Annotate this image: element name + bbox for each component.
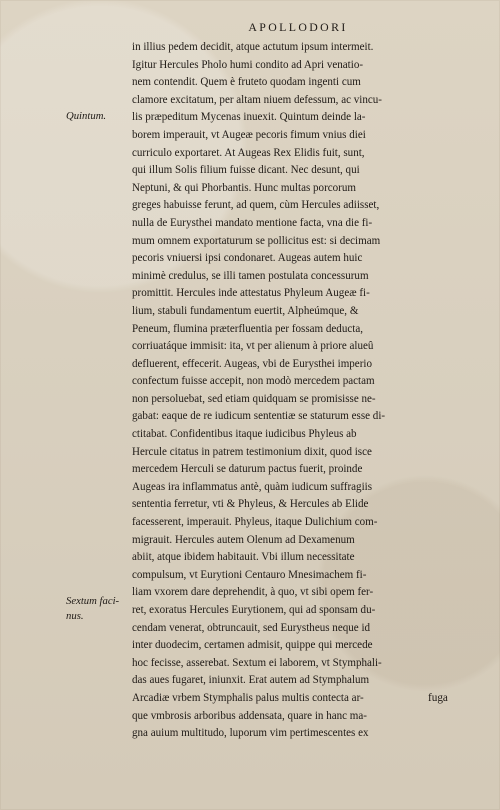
text-line: mercedem Herculi se daturum pactus fuerit, proinde — [132, 463, 363, 476]
text-line: hoc fecisse, asserebat. Sextum ei laborem, vt Stymphali- — [132, 656, 382, 669]
text-line: ctitabat. Confidentibus itaque iudicibus Phyleus ab — [132, 428, 357, 441]
text-line: borem imperauit, vt Augeæ pecoris fimum vnius diei — [132, 128, 366, 141]
text-line: Peneum, flumina præterfluentia per fossam deducta, — [132, 322, 363, 335]
text-line: gna auium multitudo, luporum vim pertimescentes ex — [132, 727, 369, 740]
text-line: in illius pedem decidit, atque actutum ipsum intermeit. — [132, 41, 374, 53]
margin-note-sextum-line-1: Sextum faci- — [66, 595, 120, 607]
text-line: migrauit. Hercules autem Olenum ad Dexamenum — [132, 533, 355, 546]
text-line: minimè credulus, se illi tamen postulata concessurum — [132, 269, 369, 282]
text-line: promittit. Hercules inde attestatus Phyleum Augeæ fi- — [132, 287, 370, 300]
text-line: Hercule citatus in patrem testimonium dixit, quod isce — [132, 445, 372, 458]
catchword: fuga — [428, 692, 448, 704]
text-line: compulsum, vt Eurytioni Centauro Mnesimachem fi- — [132, 568, 367, 581]
text-line: Augeas ira inflammatus antè, quàm iudicum suffragiis — [132, 480, 373, 493]
text-line: corriuatáque immisit: ita, vt per alienum à priore alueû — [132, 340, 374, 353]
text-line: non persoluebat, sed etiam quidquam se promisisse ne- — [132, 392, 376, 405]
text-line: lium, stabuli fundamentum euertit, Alpheúmque, & — [132, 304, 359, 317]
text-line: sententia ferretur, vti & Phyleus, & Hercules ab Elide — [132, 498, 369, 511]
text-line: que vmbrosis arboribus addensata, quare in hanc ma- — [132, 709, 367, 722]
text-line: inter duodecim, certamen admisit, quippe qui mercede — [132, 639, 373, 652]
text-line: curriculo exportaret. At Augeas Rex Elidis fuit, sunt, — [132, 146, 365, 159]
text-line: lis præpeditum Mycenas inuexit. Quintum deinde la- — [132, 111, 366, 124]
text-line: Arcadiæ vrbem Stymphalis palus multis contecta ar- — [132, 691, 364, 704]
text-line: pecoris vniuersi ipsi condonaret. Augeas autem huic — [132, 252, 363, 265]
text-line: greges habuisse ferunt, ad quem, cùm Hercules adiisset, — [132, 199, 380, 212]
main-text-block — [132, 39, 463, 743]
text-line: mum omnem exportaturum se pollicitus est: si decimam — [132, 234, 381, 247]
running-head: APOLLODORI — [248, 20, 348, 34]
text-line: qui illum Solis filium fuisse dicant. Nec desunt, qui — [132, 164, 360, 177]
text-line: Igitur Hercules Pholo humi condito ad Apri venatio- — [132, 58, 364, 71]
text-line: ret, exoratus Hercules Eurytionem, qui ad sponsam du- — [132, 604, 376, 616]
margin-note-sextum — [66, 596, 119, 622]
text-line: clamore excitatum, per altam niuem defessum, ac vincu- — [132, 93, 382, 106]
text-line: gabat: eaque de re iudicum sententiæ se staturum esse di- — [132, 410, 386, 423]
text-line: confectum fuisse accepit, non modò mercedem pactam — [132, 375, 375, 388]
text-line: nem contendit. Quem è fruteto quodam ingenti cum — [132, 76, 361, 89]
text-line: cendam venerat, obtruncauit, sed Eurystheus neque id — [132, 621, 371, 634]
text-line: abiit, atque ibidem habitauit. Vbi illum necessitate — [132, 551, 355, 564]
margin-note-sextum-line-2: nus. — [66, 609, 84, 622]
text-line: nulla de Eurysthei mandato mentione facta, vna die fi- — [132, 216, 373, 229]
text-line: Neptuni, & qui Phorbantis. Hunc multas porcorum — [132, 181, 356, 194]
text-line: liam vxorem dare deprehendit, à quo, vt sibi opem fer- — [132, 586, 374, 599]
text-line: facesserent, imperauit. Phyleus, itaque Dulichium com- — [132, 516, 378, 529]
text-line: defluerent, effecerit. Augeas, vbi de Eurysthei imperio — [132, 357, 372, 370]
text-line: das aues fugaret, iniunxit. Erat autem ad Stymphalum — [132, 674, 370, 687]
margin-note-quintum: Quintum. — [66, 110, 107, 122]
